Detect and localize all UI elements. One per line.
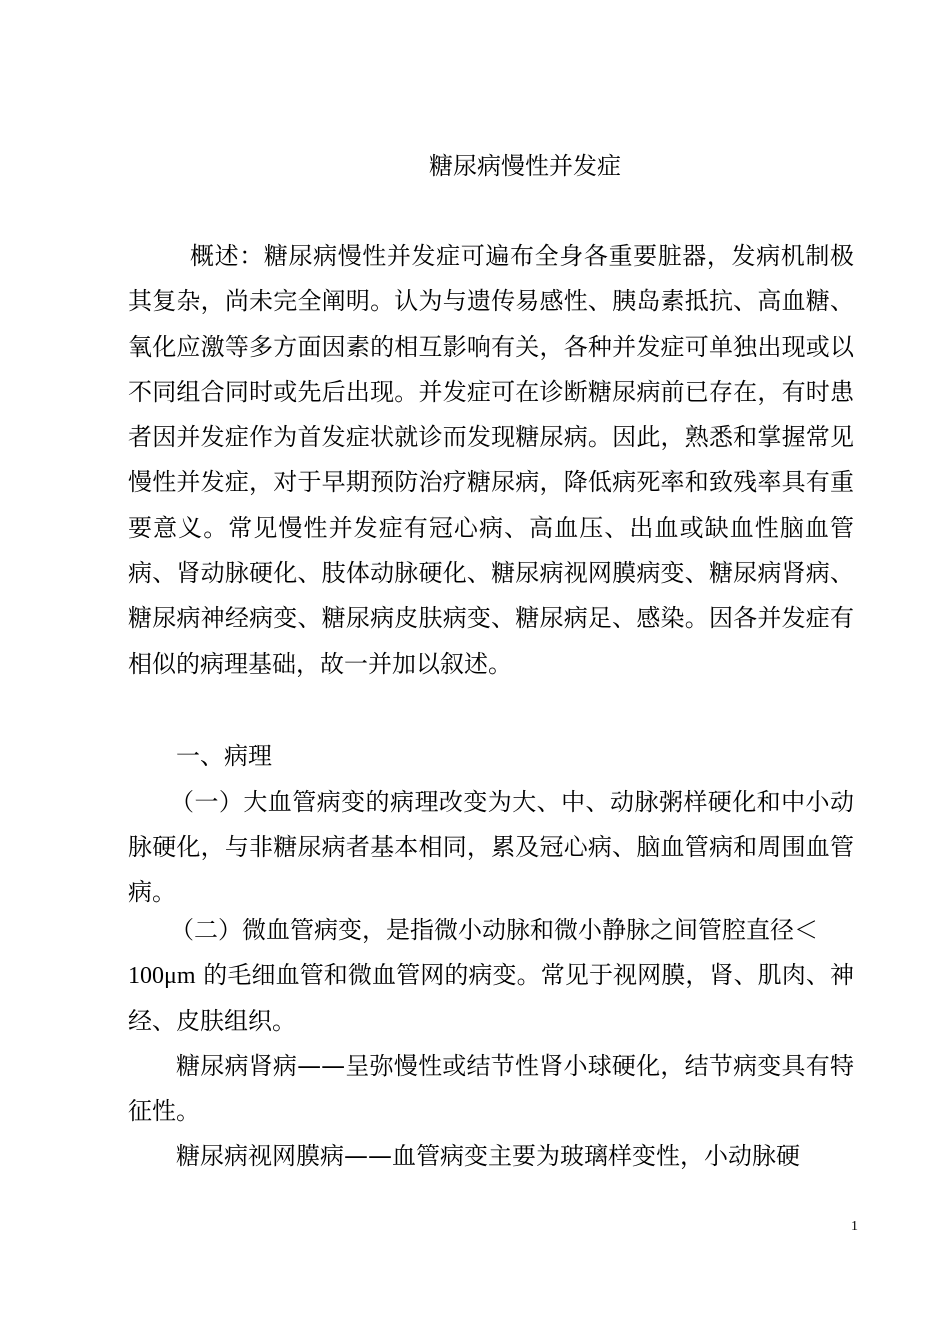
nephropathy-paragraph: 糖尿病肾病——呈弥慢性或结节性肾小球硬化，结节病变具有特征性。 [128, 1052, 854, 1125]
section-heading-pathology: 一、病理 [176, 742, 272, 770]
diameter-value: 100μm [128, 963, 196, 989]
page-number: 1 [851, 1219, 858, 1234]
document-title: 糖尿病慢性并发症 [429, 152, 621, 180]
microvascular-text: 的毛细血管和微血管网的病变。常见于视网膜，肾、肌肉、神经、皮肤组织。 [128, 961, 854, 1035]
macrovascular-paragraph: （一）大血管病变的病理改变为大、中、动脉粥样硬化和中小动脉硬化，与非糖尿病者基本相同，累及冠心病、脑血管病和周围血管病。 [128, 788, 854, 906]
retinopathy-paragraph: 糖尿病视网膜病——血管病变主要为玻璃样变性，小动脉硬 [176, 1142, 800, 1170]
intro-paragraph: 概述：糖尿病慢性并发症可遍布全身各重要脏器，发病机制极其复杂，尚未完全阐明。认为与遗传易感性、胰岛素抵抗、高血糖、氧化应激等多方面因素的相互影响有关，各种并发症可单独出现或以不同组合同时或先后出现。并发症可在诊断糖尿病前已存在，有时患者因并发症作为首发症状就诊而发现糖尿病。因此，熟悉和掌握常见慢性并发症，对于早期预防治疗糖尿病，降低病死率和致残率具有重要意义。常见慢性并发症有冠心病、高血压、出血或缺血性脑血管病、肾动脉硬化、肢体动脉硬化、糖尿病视网膜病变、糖尿病肾病、糖尿病神经病变、糖尿病皮肤病变、糖尿病足、感染。因各并发症有相似的病理基础，故一并加以叙述。 [128, 242, 854, 678]
microvascular-paragraph-line1: （二）微血管病变，是指微小动脉和微小静脉之间管腔直径＜ [170, 916, 818, 944]
microvascular-paragraph-rest [128, 953, 854, 1044]
